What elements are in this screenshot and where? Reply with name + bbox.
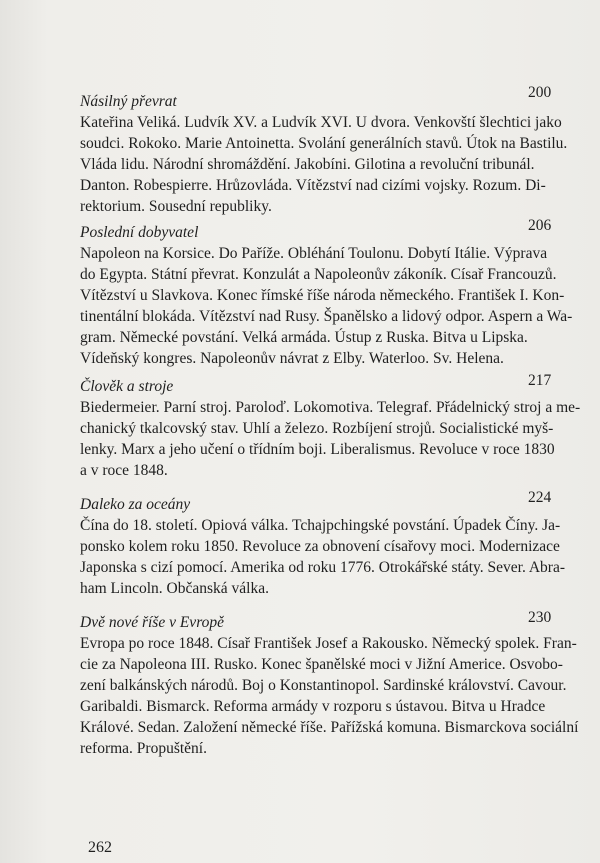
section-text-line: Čína do 18. století. Opiová válka. Tchajpchingské povstání. Úpadek Číny. Ja- <box>80 517 561 534</box>
section-title: Dvě nové říše v Evropě <box>80 614 225 631</box>
section-text-line: Vítězství u Slavkova. Konec římské říše národa německého. František I. Kon- <box>80 287 565 304</box>
section-text-line: Danton. Robespierre. Hrůzovláda. Vítězství nad cizími vojsky. Rozum. Di- <box>80 177 546 194</box>
section-text-line: rektorium. Sousední republiky. <box>80 198 272 215</box>
section-title: Poslední dobyvatel <box>80 224 199 241</box>
page-number-ref: 230 <box>528 609 552 626</box>
section-text-line: chanický tkalcovský stav. Uhlí a železo. Rozbíjení strojů. Socialistické myš- <box>80 420 554 437</box>
section-text-line: tinentální blokáda. Vítězství nad Rusy. Španělsko a lidový odpor. Aspern a Wa- <box>80 308 573 325</box>
section-text-line: a v roce 1848. <box>80 462 168 479</box>
section-text-line: gram. Německé povstání. Velká armáda. Ústup z Ruska. Bitva u Lipska. <box>80 329 528 346</box>
section-text-line: Vláda lidu. Národní shromáždění. Jakobíni. Gilotina a revoluční tribunál. <box>80 156 535 173</box>
section-text-line: lenky. Marx a jeho učení o třídním boji. Liberalismus. Revoluce v roce 1830 <box>80 441 555 458</box>
section-text-line: Garibaldi. Bismarck. Reforma armády v rozporu s ústavou. Bitva u Hradce <box>80 698 546 715</box>
page-number-ref: 200 <box>528 84 552 101</box>
section-title: Daleko za oceány <box>80 496 191 513</box>
section-text-line: reforma. Propuštění. <box>80 740 207 757</box>
page-folio-number: 262 <box>88 839 112 856</box>
page-number-ref: 217 <box>528 372 552 389</box>
section-text-line: Kateřina Veliká. Ludvík XV. a Ludvík XVI. U dvora. Venkovští šlechtici jako <box>80 114 562 131</box>
section-text-line: Evropa po roce 1848. Císař František Josef a Rakousko. Německý spolek. Fran- <box>80 635 577 652</box>
section-text-line: cie za Napoleona III. Rusko. Konec španělské moci v Jižní Americe. Osvobo- <box>80 656 563 673</box>
section-text-line: do Egypta. Státní převrat. Konzulát a Napoleonův zákoník. Císař Francouzů. <box>80 266 557 283</box>
section-text-line: Napoleon na Korsice. Do Paříže. Obléhání Toulonu. Dobytí Itálie. Výprava <box>80 245 548 262</box>
section-text-line: Vídeňský kongres. Napoleonův návrat z Elby. Waterloo. Sv. Helena. <box>80 350 504 367</box>
page-number-ref: 224 <box>528 489 552 506</box>
page-number-ref: 206 <box>528 217 552 234</box>
section-text-line: Biedermeier. Parní stroj. Paroloď. Lokomotiva. Telegraf. Přádelnický stroj a me- <box>80 399 581 416</box>
section-text-line: Králové. Sedan. Založení německé říše. Pařížská komuna. Bismarckova sociální <box>80 719 579 736</box>
section-text-line: soudci. Rokoko. Marie Antoinetta. Svolání generálních stavů. Útok na Bastilu. <box>80 135 568 152</box>
section-title: Člověk a stroje <box>80 378 174 395</box>
section-text-line: ham Lincoln. Občanská válka. <box>80 580 269 597</box>
section-text-line: Japonska s cizí pomocí. Amerika od roku 1776. Otrokářské státy. Sever. Abra- <box>80 559 565 576</box>
section-text-line: ponsko kolem roku 1850. Revoluce za obnovení císařovy moci. Modernizace <box>80 538 560 555</box>
section-title: Násilný převrat <box>80 93 177 110</box>
section-text-line: zení balkánských národů. Boj o Konstantinopol. Sardinské království. Cavour. <box>80 677 567 694</box>
